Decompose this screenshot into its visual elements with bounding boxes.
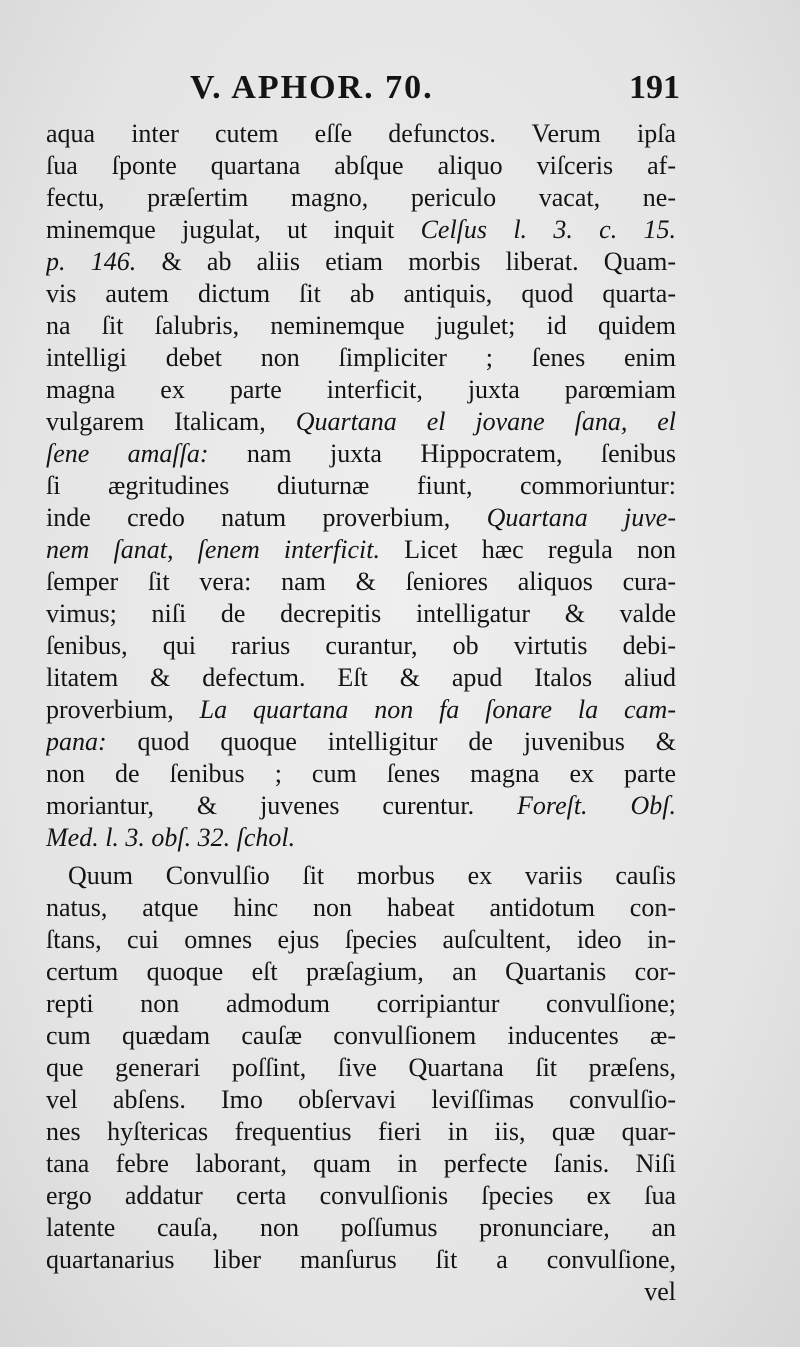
text-segment: na ſit ſalubris, neminemque jugulet; id quidem	[46, 311, 676, 340]
text-segment: vimus; niſi de decrepitis intelligatur & valde	[46, 599, 676, 628]
text-line	[46, 694, 676, 726]
text-segment: vis autem dictum ſit ab antiquis, quod quarta-	[46, 279, 676, 308]
italic-text-segment: Quartana el jovane ſana, el	[295, 407, 676, 436]
text-segment: nes hyſtericas frequentius fieri in iis, quæ quar-	[46, 1117, 676, 1146]
text-line	[46, 892, 676, 924]
text-line	[46, 956, 676, 988]
text-line	[46, 860, 676, 892]
text-line	[46, 534, 676, 566]
text-line	[46, 758, 676, 790]
running-head: V. APHOR. 70.	[190, 69, 434, 106]
text-segment: tana febre laborant, quam in perfecte ſanis. Niſi	[46, 1149, 676, 1178]
text-line	[46, 150, 676, 182]
text-line	[46, 598, 676, 630]
text-segment: ſenibus, qui rarius curantur, ob virtutis debi-	[46, 631, 676, 660]
text-segment: & ab aliis etiam morbis liberat. Quam-	[136, 247, 676, 276]
text-line	[46, 662, 676, 694]
text-line	[46, 246, 676, 278]
italic-text-segment: ſene amaſſa:	[46, 439, 209, 468]
text-line	[46, 1052, 676, 1084]
text-segment: aqua inter cutem eſſe defunctos. Verum ipſa	[46, 119, 676, 148]
text-segment: ſtans, cui omnes ejus ſpecies auſcultent, ideo in-	[46, 925, 676, 954]
text-line	[46, 1084, 676, 1116]
italic-text-segment: pana:	[46, 727, 107, 756]
italic-text-segment: Quartana juve-	[486, 503, 676, 532]
body-text	[46, 118, 676, 1308]
text-segment: minemque jugulat, ut inquit	[46, 215, 421, 244]
text-segment: ſi ægritudines diuturnæ fiunt, commoriuntur:	[46, 471, 676, 500]
text-line	[46, 1116, 676, 1148]
text-segment: litatem & defectum. Eſt & apud Italos aliud	[46, 663, 676, 692]
italic-text-segment: Celſus l. 3. c. 15.	[420, 215, 676, 244]
text-segment: ſemper ſit vera: nam & ſeniores aliquos cura-	[46, 567, 676, 596]
text-line	[46, 310, 676, 342]
text-line	[46, 1020, 676, 1052]
text-segment: nam juxta Hippocratem, ſenibus	[208, 439, 676, 468]
text-segment: magna ex parte interficit, juxta parœmiam	[46, 375, 676, 404]
text-line	[46, 988, 676, 1020]
text-segment: vel abſens. Imo obſervavi leviſſimas convulſio-	[46, 1085, 676, 1114]
italic-text-segment: Foreſt. Obſ.	[517, 791, 676, 820]
text-line	[46, 470, 676, 502]
text-line	[46, 822, 676, 854]
text-segment: inde credo natum proverbium,	[46, 503, 487, 532]
text-line	[46, 118, 676, 150]
text-segment: Quum Convulſio ſit morbus ex variis cauſis	[68, 861, 676, 890]
text-line	[46, 924, 676, 956]
text-line	[46, 214, 676, 246]
text-line	[46, 1212, 676, 1244]
text-line	[46, 342, 676, 374]
text-segment: non de ſenibus ; cum ſenes magna ex parte	[46, 759, 676, 788]
italic-text-segment: La quartana non fa ſonare la cam-	[199, 695, 676, 724]
text-line	[46, 406, 676, 438]
text-segment: latente cauſa, non poſſumus pronunciare, an	[46, 1213, 676, 1242]
text-segment: proverbium,	[46, 695, 200, 724]
italic-text-segment: Med. l. 3. obſ. 32. ſchol.	[46, 823, 296, 852]
text-segment: cum quædam cauſæ convulſionem inducentes æ-	[46, 1021, 676, 1050]
text-segment: vulgarem Italicam,	[46, 407, 296, 436]
text-line	[46, 1276, 676, 1308]
text-line	[46, 566, 676, 598]
italic-text-segment: p. 146.	[46, 247, 137, 276]
text-line	[46, 630, 676, 662]
text-line	[46, 438, 676, 470]
text-segment: ergo addatur certa convulſionis ſpecies ex ſua	[46, 1181, 676, 1210]
text-line	[46, 278, 676, 310]
italic-text-segment: nem ſanat, ſenem interficit.	[46, 535, 380, 564]
text-segment: moriantur, & juvenes curentur.	[46, 791, 518, 820]
text-segment: fectu, præſertim magno, periculo vacat, ne-	[46, 183, 676, 212]
text-segment: quartanarius liber manſurus ſit a convulſione,	[46, 1245, 676, 1274]
text-segment: quod quoque intelligitur de juvenibus &	[106, 727, 676, 756]
text-line	[46, 1180, 676, 1212]
text-segment: certum quoque eſt præſagium, an Quartanis cor-	[46, 957, 676, 986]
page-header	[190, 66, 680, 110]
text-line	[46, 790, 676, 822]
page-number: 191	[629, 69, 680, 106]
text-segment: ſua ſponte quartana abſque aliquo viſceris af-	[46, 151, 676, 180]
text-segment: vel	[644, 1277, 676, 1306]
text-line	[46, 374, 676, 406]
text-segment: natus, atque hinc non habeat antidotum con-	[46, 893, 676, 922]
text-line	[46, 182, 676, 214]
text-line	[46, 1244, 676, 1276]
text-segment: que generari poſſint, ſive Quartana ſit præſens,	[46, 1053, 676, 1082]
text-segment: intelligi debet non ſimpliciter ; ſenes enim	[46, 343, 676, 372]
text-line	[46, 726, 676, 758]
text-line	[46, 502, 676, 534]
text-segment: Licet hæc regula non	[379, 535, 676, 564]
text-line	[46, 1148, 676, 1180]
text-segment: repti non admodum corripiantur convulſione;	[46, 989, 676, 1018]
